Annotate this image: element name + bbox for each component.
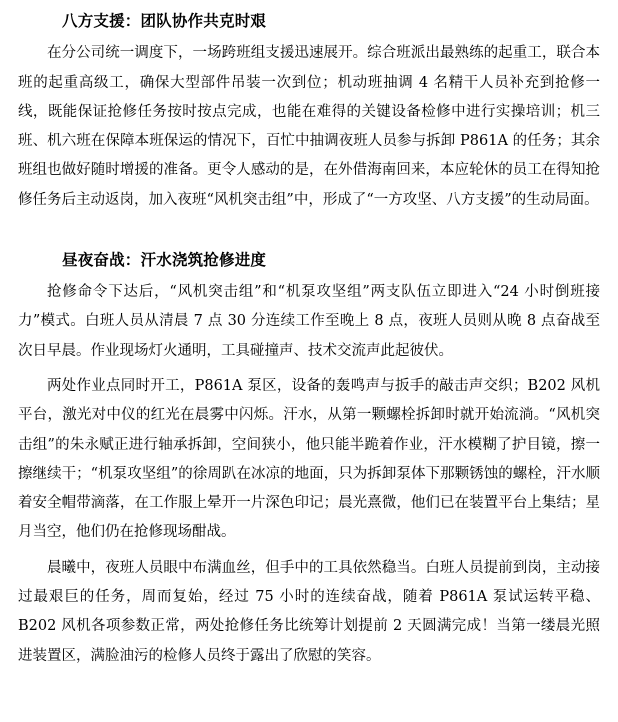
paragraph: 晨曦中，夜班人员眼中布满血丝，但手中的工具依然稳当。白班人员提前到岗，主动接过最艰巨的任务，周而复始，经过 75 小时的连续奋战，随着 P861A 泵试运转平稳、B202 风机各项参数正常，两处抢修任务比统筹计划提前 2 天圆满完成！当第一缕晨光照进装置区，满脸油污的检修人员终于露出了欣慰的笑容。 xyxy=(18,559,600,664)
paragraph: 两处作业点同时开工，P861A 泵区，设备的轰鸣声与扳手的敲击声交织；B202 风机平台，激光对中仪的红光在晨雾中闪烁。汗水，从第一颗螺栓拆卸时就开始流淌。“风机突击组”的朱永赋正进行轴承拆卸，空间狭小，他只能半跪着作业，汗水模糊了护目镜，擦一擦继续干；“机泵攻坚组”的徐周趴在冰凉的地面，只为拆卸泵体下那颗锈蚀的螺栓，汗水顺着安全帽带滴落，在工作服上晕开一片深色印记；晨光熹微，他们已在装置平台上集结；星月当空，他们仍在抢修现场酣战。 xyxy=(18,378,600,541)
section-gap xyxy=(18,215,600,249)
section-heading: 八方支援：团队协作共克时艰 xyxy=(62,12,267,30)
paragraph: 在分公司统一调度下，一场跨班组支援迅速展开。综合班派出最熟练的起重工，联合本班的起重高级工，确保大型部件吊装一次到位；机动班抽调 4 名精干人员补充到抢修一线，既能保证抢修任务按时按点完成，也能在难得的关键设备检修中进行实操培训；机三班、机六班在保障本班保运的情况下，百忙中抽调夜班人员参与拆卸 P861A 的任务；其余班组也做好随时增援的准备。更令人感动的是，在外借海南回来，本应轮休的员工在得知抢修任务后主动返岗，加入夜班“风机突击组”中，形成了“一方攻坚、八方支援”的生动局面。 xyxy=(18,45,600,208)
section-day-night-battle xyxy=(18,249,600,671)
section-eight-directions-support xyxy=(18,10,600,215)
paragraph: 抢修命令下达后，“风机突击组”和“机泵攻坚组”两支队伍立即进入“24 小时倒班接力”模式。白班人员从清晨 7 点 30 分连续工作至晚上 8 点，夜班人员则从晚 8 点奋战至次日早晨。作业现场灯火通明，工具碰撞声、技术交流声此起彼伏。 xyxy=(18,284,600,359)
section-heading: 昼夜奋战：汗水浇筑抢修进度 xyxy=(62,250,267,269)
